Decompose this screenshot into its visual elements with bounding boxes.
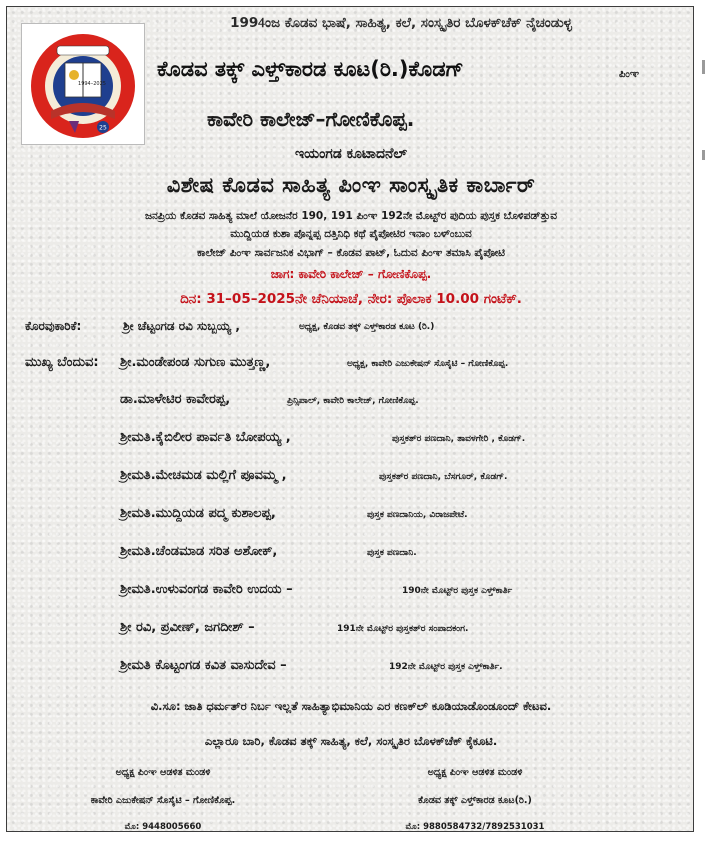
guest-name: ಶ್ರೀಮತಿ.ಕೈಬಿಲೀರ ಪಾರ್ವತಿ ಬೋಪಯ್ಯ ,: [120, 430, 291, 445]
guest-role: 192ನೇ ಮೊಟ್ಟ್‌ರ ಪುಸ್ತಕ ಎಳ್ತ್‌ಕಾರ್ತಿ.: [389, 662, 503, 672]
guest-name: ಶ್ರೀಮತಿ.ಚೆಂಡಮಾಡ ಸರಿತ ಅಶೋಕ್,: [120, 544, 278, 559]
signature-title: ಅಧ್ಯಕ್ಷ ಪಿಂಞ ಆಡಳಿತ ಮಂಡಳಿ: [427, 767, 523, 778]
svg-text:25: 25: [99, 124, 107, 132]
venue-line: ಜಾಗ: ಕಾವೇರಿ ಕಾಲೇಜ್ – ಗೋಣಿಕೊಪ್ಪ.: [270, 267, 432, 281]
presider-role: ಅಧ್ಯಕ್ಷ, ಕೊಡವ ತಕ್ಕ್ ಎಳ್ತ್‌ಕಾರಡ ಕೂಟ (ರಿ.): [299, 322, 435, 332]
signature-phone: ಮೊ: 9448005660: [124, 822, 202, 832]
host-line: ಇಯಂಗಡ ಕೂಟಾದನೆಲ್: [294, 146, 407, 162]
description-line-3: ಕಾಲೇಜ್ ಪಿಂಞ ಸಾರ್ವಜನಿಕ ವಿಭಾಗ್‌ – ಕೊಡವ ಪಾಟ್, ಓದುವ ಪಿಂಞ ತಮಾಸಿ ಪೈಪೋಟಿ: [197, 247, 505, 259]
signature-title: ಅಧ್ಯಕ್ಷ ಪಿಂಞ ಆಡಳಿತ ಮಂಡಳಿ: [115, 767, 211, 778]
presider-label: ಕೊರವುಕಾರಿಕೆ:: [25, 319, 82, 333]
note-line: ವಿ.ಸೂ: ಜಾತಿ ಧರ್ಮತ್‌ರ ನಿರ್ಬ ಇಲ್ಲತೆ ಸಾಹಿತ್ಯಾಭಿಮಾನಿಯ ಎರ ಕಣಕ್‌ಲ್ ಕೂಡಿಯಾಡೊಂಡೂಂದ್ ಕೇಟವ.: [150, 699, 552, 713]
chief-guests-label: ಮುಖ್ಯ ಬೆಂದುವ:: [25, 355, 99, 370]
description-line-1: ಜನಪ್ರಿಯ ಕೊಡವ ಸಾಹಿತ್ಯ ಮಾಲೆ ಯೋಜನೆರ 190, 191 ಪಿಂಞ 192ನೇ ಮೊಟ್ಟ್‌ರ ಪುದಿಯ ಪುಸ್ತಕ ಬೊಳಿಪಡ್‌ತ್ತುವ: [144, 210, 558, 222]
guest-name: ಶ್ರೀಮತಿ.ಮುದ್ದಿಯಡ ಪದ್ಮ ಕುಶಾಲಪ್ಪ,: [120, 506, 276, 521]
guest-role: ಪುಸ್ತಕ ಪಣದಾನಿ.: [367, 548, 417, 558]
guest-role: 190ನೇ ಮೊಟ್ಟ್‌ರ ಪುಸ್ತಕ ಎಳ್ತ್‌ಕಾರ್ತಿ: [402, 586, 513, 596]
event-title: ವಿಶೇಷ ಕೊಡವ ಸಾಹಿತ್ಯ ಪಿಂಞ ಸಾಂಸ್ಕೃತಿಕ ಕಾರ್ಬಾರ್: [166, 173, 536, 197]
guest-name: ಶ್ರೀಮತಿ.ಮೇಚಮಡ ಮಲ್ಲಿಗೆ ಪೂವಮ್ಮ ,: [120, 468, 287, 483]
guest-role: ಪುಸ್ತಕ ಪಣದಾನಿಯ, ವಿರಾಜಪೇಟೆ.: [367, 510, 468, 520]
svg-text:1994–2025: 1994–2025: [78, 81, 106, 87]
description-line-2: ಮುದ್ದಿಯಡ ಕುಶಾ ಪೊನ್ನಪ್ಪ ದತ್ತಿನಿಧಿ ಕಥೆ ಪೈಪೋಟಿರ ಇನಾಂ ಬಳ್‌ಂಬುವ: [230, 228, 472, 240]
guest-role: ಪುಸ್ತಕತ್‌ರ ಪಣದಾನಿ, ತಾವಳಗೇರಿ , ಕೊಡಗ್.: [392, 434, 526, 444]
guest-role: 191ನೇ ಮೊಟ್ಟ್‌ರ ಪುಸ್ತಕತ್‌ರ ಸಂಪಾದಕಂಗ.: [337, 624, 469, 634]
organization-name: ಕೊಡವ ತಕ್ಕ್ ಎಳ್ತ್‌ಕಾರಡ ಕೂಟ(ರಿ.)ಕೊಡಗ್: [157, 57, 464, 81]
guest-name: ಶ್ರೀಮತಿ.ಉಳುವಂಗಡ ಕಾವೇರಿ ಉದಯ –: [120, 582, 293, 597]
presider-name: ಶ್ರೀ ಚೆಟ್ಟಂಗಡ ರವಿ ಸುಬ್ಬಯ್ಯ ,: [123, 319, 240, 333]
guest-name: ಶ್ರೀಮತಿ ಕೊಟ್ಟಂಗಡ ಕವಿತ ವಾಸುದೇವ –: [120, 658, 287, 673]
date-time-line: ದಿನ: 31–05–2025ನೇ ಚೆನಿಯಾಚೆ, ನೇರ: ಪೊಲಾಕ 10.00 ಗಂಟೆಕ್.: [180, 291, 522, 307]
guest-name: ಶ್ರೀ ರವಿ, ಪ್ರವೀಣ್, ಜಗದೀಶ್ –: [120, 620, 255, 635]
guest-name: ಶ್ರೀ.ಮಂಡೇಪಂಡ ಸುಗುಣ ಮುತ್ತಣ್ಣ,: [120, 355, 271, 370]
college-name: ಕಾವೇರಿ ಕಾಲೇಜ್–ಗೋಣಿಕೊಪ್ಪ.: [207, 107, 415, 131]
guest-role: ಪುಸ್ತಕತ್‌ರ ಪಣದಾನಿ, ಬೆಸಗೂರ್, ಕೊಡಗ್.: [379, 472, 508, 482]
invitation-sheet: [6, 6, 694, 832]
guest-role: ಅಧ್ಯಕ್ಷ, ಕಾವೇರಿ ಎಜುಕೇಷನ್ ಸೊಸೈಟಿ – ಗೋಣಿಕೊಪ್ಪ.: [347, 359, 509, 369]
edge-mark: [702, 60, 705, 74]
header-top-line: 1994ಂಜ ಕೊಡವ ಭಾಷೆ, ಸಾಹಿತ್ಯ, ಕಲೆ, ಸಂಸ್ಕೃತಿರ ಬೊಳಕ್‌ಚೆಕ್ ನೈಚಂಡುಳ್ಳ: [230, 15, 572, 31]
guest-role: ಪ್ರಿನ್ಸಿಪಾಲ್, ಕಾವೇರಿ ಕಾಲೇಜ್, ಗೋಣಿಕೊಪ್ಪ.: [287, 396, 419, 406]
organization-logo: [21, 23, 145, 145]
edge-mark: [702, 150, 705, 160]
organization-suffix: ಪಿಂಞ: [619, 69, 639, 80]
signature-organization: ಕೊಡವ ತಕ್ಕ್ ಎಳ್ತ್‌ಕಾರಡ ಕೂಟ(ರಿ.): [418, 795, 532, 806]
signature-phone: ಮೊ: 9880584732/7892531031: [405, 822, 545, 832]
guest-name: ಡಾ.ಮಾಳೇಟಿರ ಕಾವೇರಪ್ಪ,: [120, 392, 231, 407]
logo-emblem-icon: [21, 23, 145, 145]
welcome-line: ಎಲ್ಲಾರೂ ಬಾರಿ, ಕೊಡವ ತಕ್ಕ್ ಸಾಹಿತ್ಯ, ಕಲೆ, ಸಂಸ್ಕೃತಿರ ಬೊಳಕ್‌ಚೆಕ್ ಕೈಕೂಟಿ.: [204, 734, 498, 748]
signature-organization: ಕಾವೇರಿ ಎಜುಕೇಷನ್ ಸೊಸೈಟಿ – ಗೋಣಿಕೊಪ್ಪ.: [90, 795, 236, 806]
